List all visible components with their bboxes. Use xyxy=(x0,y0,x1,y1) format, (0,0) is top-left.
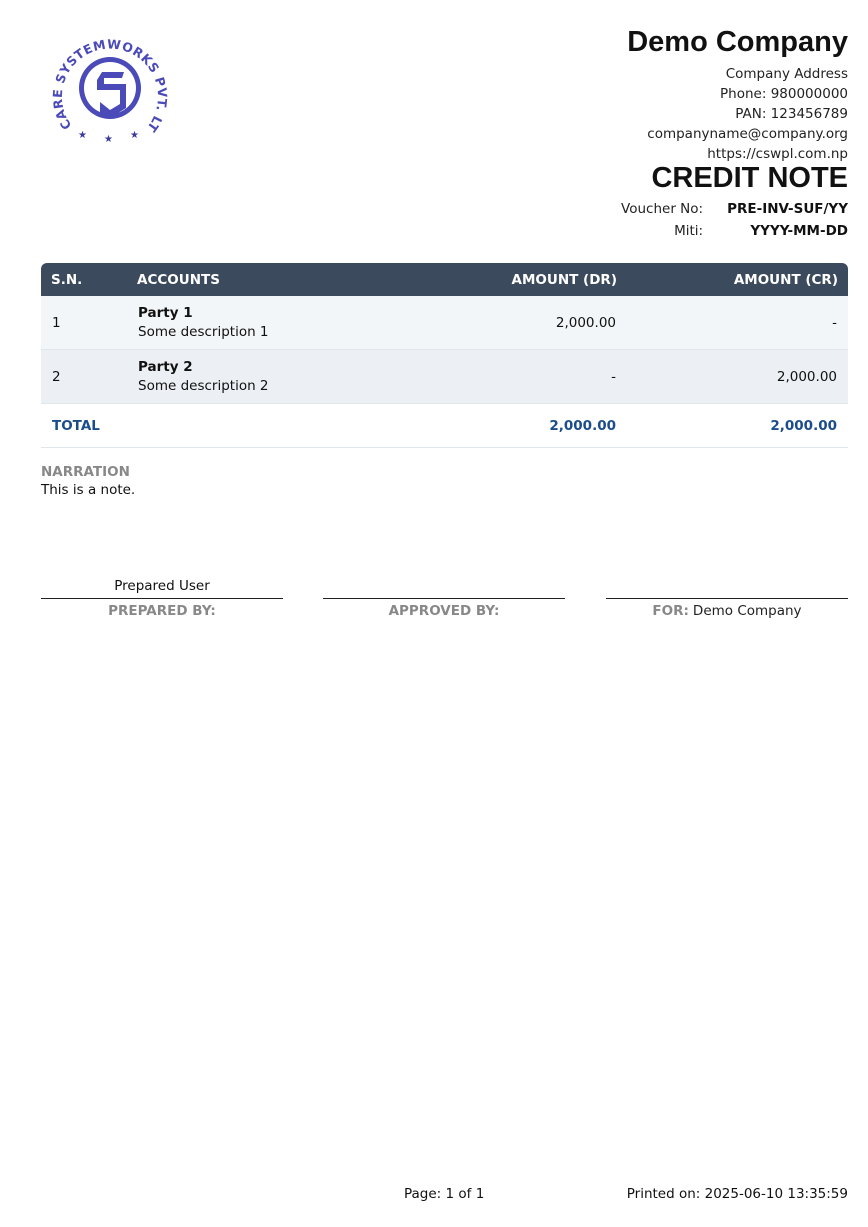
party-name: Party 1 xyxy=(138,304,193,321)
document-title: CREDIT NOTE xyxy=(651,162,848,194)
prepared-by-label: PREPARED BY: xyxy=(108,603,216,619)
row-amount-cr: 2,000.00 xyxy=(627,350,848,404)
for-company-label-row xyxy=(606,599,848,623)
accounts-table xyxy=(41,263,848,448)
row-account xyxy=(127,296,407,350)
table-row xyxy=(41,296,848,350)
total-amount-cr: 2,000.00 xyxy=(627,404,848,448)
for-label: FOR: xyxy=(652,603,689,619)
table-header-row xyxy=(41,263,848,296)
voucher-no-value: PRE-INV-SUF/YY xyxy=(727,201,848,217)
row-amount-dr: - xyxy=(407,350,627,404)
for-company-signature xyxy=(606,576,848,623)
company-phone: Phone: 980000000 xyxy=(720,86,848,102)
svg-text:★: ★ xyxy=(78,130,87,141)
row-amount-dr: 2,000.00 xyxy=(407,296,627,350)
prepared-by-name: Prepared User xyxy=(114,578,210,594)
company-website: https://cswpl.com.np xyxy=(707,146,848,162)
company-info xyxy=(448,24,848,164)
approved-by-signature xyxy=(323,576,565,623)
total-amount-dr: 2,000.00 xyxy=(407,404,627,448)
approved-by-label: APPROVED BY: xyxy=(388,603,500,619)
total-row xyxy=(41,404,848,448)
party-name: Party 2 xyxy=(138,358,193,375)
company-name: Demo Company xyxy=(627,26,848,58)
page-number: Page: 1 of 1 xyxy=(404,1186,485,1202)
miti-value: YYYY-MM-DD xyxy=(750,223,848,239)
narration-section xyxy=(41,463,135,499)
row-sn: 1 xyxy=(41,296,127,350)
company-email: companyname@company.org xyxy=(647,126,848,142)
party-description: Some description 2 xyxy=(138,377,269,394)
logo-text: CARE SYSTEMWORKS PVT. LT xyxy=(50,36,170,136)
header-accounts: ACCOUNTS xyxy=(127,263,407,296)
header-amount-cr: AMOUNT (CR) xyxy=(627,263,848,296)
printed-on: Printed on: 2025-06-10 13:35:59 xyxy=(626,1186,848,1202)
for-company-name: Demo Company xyxy=(692,603,802,619)
total-label: TOTAL xyxy=(41,404,407,448)
miti-label: Miti: xyxy=(674,223,704,239)
company-address: Company Address xyxy=(725,66,848,82)
svg-text:★: ★ xyxy=(130,130,139,141)
narration-label: NARRATION xyxy=(41,464,130,480)
voucher-info xyxy=(621,198,848,242)
voucher-no-label: Voucher No: xyxy=(621,201,704,217)
svg-text:★: ★ xyxy=(104,134,113,145)
narration-text: This is a note. xyxy=(41,482,136,498)
party-description: Some description 1 xyxy=(138,323,269,340)
company-logo xyxy=(50,30,170,146)
row-account xyxy=(127,350,407,404)
table-row xyxy=(41,350,848,404)
row-sn: 2 xyxy=(41,350,127,404)
header-amount-dr: AMOUNT (DR) xyxy=(407,263,627,296)
header-sn: S.N. xyxy=(41,263,127,296)
company-pan: PAN: 123456789 xyxy=(735,106,848,122)
prepared-by-signature xyxy=(41,576,283,623)
row-amount-cr: - xyxy=(627,296,848,350)
